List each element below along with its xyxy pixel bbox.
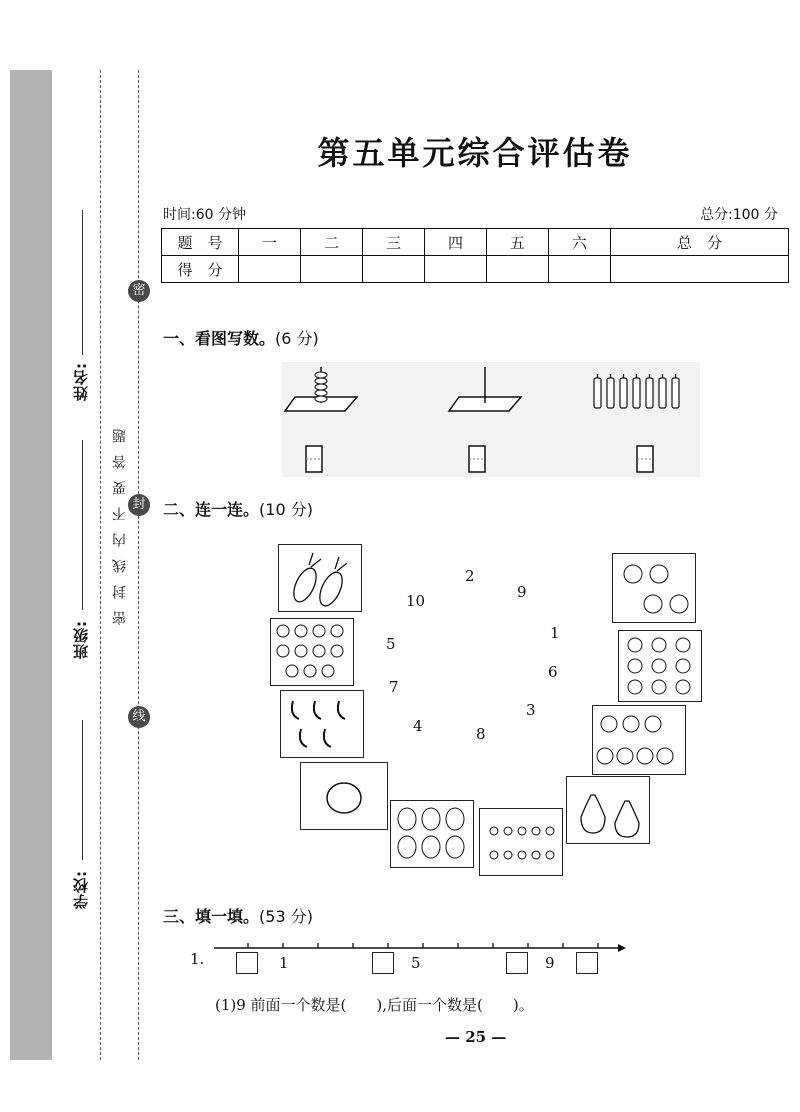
answer-box[interactable] bbox=[468, 445, 486, 473]
binding-spine bbox=[10, 70, 52, 1060]
match-number[interactable]: 6 bbox=[548, 663, 558, 681]
class-label: 班级: bbox=[72, 620, 90, 659]
score-cell: 总 分 bbox=[610, 229, 788, 256]
section2-heading bbox=[163, 497, 313, 520]
number-line-label: 9 bbox=[545, 954, 555, 972]
score-cell: 五 bbox=[486, 229, 548, 256]
pears-card[interactable] bbox=[566, 776, 650, 844]
abacus-icon bbox=[283, 365, 363, 415]
score-input[interactable] bbox=[610, 256, 788, 283]
score-input[interactable] bbox=[548, 256, 610, 283]
seal-feng: 封 bbox=[128, 494, 150, 516]
question-number: 1. bbox=[190, 950, 205, 968]
total-score: 总分:100 分 bbox=[700, 207, 778, 223]
answer-box[interactable] bbox=[636, 445, 654, 473]
empty-abacus-icon bbox=[447, 365, 527, 415]
peaches-card[interactable] bbox=[592, 705, 686, 775]
orange-card[interactable] bbox=[300, 762, 388, 830]
section2-points: (10 分) bbox=[259, 500, 313, 519]
name-label: 姓名: bbox=[72, 362, 90, 401]
class-field[interactable] bbox=[82, 440, 83, 610]
match-number[interactable]: 10 bbox=[406, 592, 426, 610]
match-number[interactable]: 1 bbox=[550, 624, 560, 642]
score-table bbox=[161, 228, 789, 283]
match-number[interactable]: 7 bbox=[389, 678, 399, 696]
section1-title: 一、看图写数。 bbox=[163, 329, 276, 348]
number-line bbox=[212, 936, 628, 956]
score-input[interactable] bbox=[362, 256, 424, 283]
match-number[interactable]: 9 bbox=[517, 583, 527, 601]
radish-card[interactable] bbox=[278, 544, 362, 612]
seal-xian: 线 bbox=[128, 706, 150, 728]
score-cell: 一 bbox=[239, 229, 301, 256]
name-field[interactable] bbox=[82, 210, 83, 355]
seal-notice: 密封线内不要答题 bbox=[112, 417, 128, 625]
exam-time: 时间:60 分钟 bbox=[163, 207, 246, 223]
number-line-label: 1 bbox=[279, 954, 289, 972]
match-number[interactable]: 2 bbox=[465, 567, 475, 585]
question-text: (1)9 前面一个数是( ),后面一个数是( )。 bbox=[215, 996, 534, 1014]
number-line-box[interactable] bbox=[236, 952, 258, 974]
score-row-label: 得 分 bbox=[162, 256, 239, 283]
score-input[interactable] bbox=[486, 256, 548, 283]
number-line-box[interactable] bbox=[372, 952, 394, 974]
section3-title: 三、填一填。 bbox=[163, 907, 260, 926]
match-number[interactable]: 8 bbox=[476, 725, 486, 743]
score-table-score-row bbox=[162, 256, 789, 283]
page-number: — 25 — bbox=[445, 1028, 507, 1046]
cut-line-outer bbox=[138, 70, 139, 1060]
section3-heading bbox=[163, 904, 313, 927]
score-cell: 三 bbox=[362, 229, 424, 256]
section1-points: (6 分) bbox=[275, 329, 319, 348]
score-cell: 六 bbox=[548, 229, 610, 256]
cut-line-inner bbox=[100, 70, 101, 1060]
school-field[interactable] bbox=[82, 720, 83, 860]
number-line-label: 5 bbox=[411, 954, 421, 972]
score-input[interactable] bbox=[239, 256, 301, 283]
cherries-card[interactable] bbox=[479, 808, 563, 876]
apples-card[interactable] bbox=[612, 553, 696, 623]
match-number[interactable]: 5 bbox=[386, 635, 396, 653]
score-cell: 二 bbox=[300, 229, 362, 256]
seal-mi: 密 bbox=[128, 280, 150, 302]
section2-title: 二、连一连。 bbox=[163, 500, 260, 519]
score-cell: 四 bbox=[424, 229, 486, 256]
number-line-box[interactable] bbox=[576, 952, 598, 974]
match-number[interactable]: 4 bbox=[413, 717, 423, 735]
bananas-card[interactable] bbox=[280, 690, 364, 758]
answer-box[interactable] bbox=[305, 445, 323, 473]
school-label: 学校: bbox=[72, 870, 90, 909]
score-input[interactable] bbox=[424, 256, 486, 283]
tomatoes-card[interactable] bbox=[618, 630, 702, 702]
page-title: 第五单元综合评估卷 bbox=[317, 134, 633, 172]
section1-heading bbox=[163, 326, 319, 349]
section3-points: (53 分) bbox=[259, 907, 313, 926]
match-number[interactable]: 3 bbox=[526, 701, 536, 719]
pineapples-card[interactable] bbox=[390, 800, 474, 868]
pencils-icon bbox=[590, 372, 690, 414]
score-cell: 题 号 bbox=[162, 229, 239, 256]
number-line-box[interactable] bbox=[506, 952, 528, 974]
score-input[interactable] bbox=[300, 256, 362, 283]
strawberries-card[interactable] bbox=[270, 618, 354, 686]
score-table-header-row bbox=[162, 229, 789, 256]
